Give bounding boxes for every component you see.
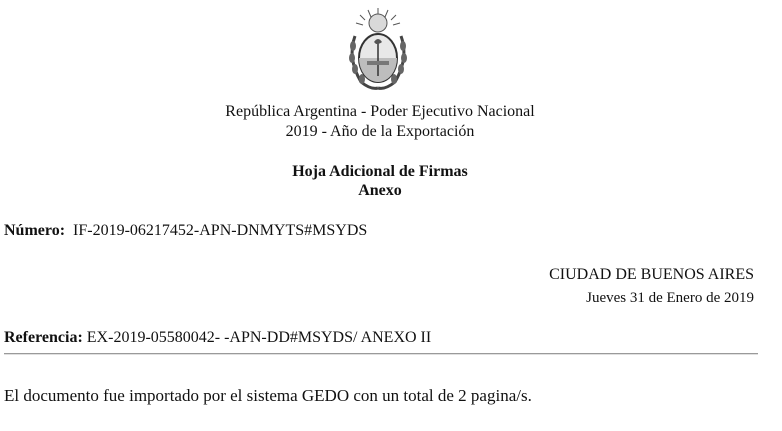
divider <box>4 353 758 355</box>
referencia-value: EX-2019-05580042- -APN-DD#MSYDS/ ANEXO II <box>86 329 432 346</box>
referencia-row <box>4 328 431 348</box>
header-line-2: 2019 - Año de la Exportación <box>285 123 475 140</box>
numero-value: IF-2019-06217452-APN-DNMYTS#MSYDS <box>73 222 368 239</box>
body-text: El documento fue importado por el sistema GEDO con un total de 2 pagina/s. <box>4 386 532 405</box>
document-subtitle: Anexo <box>358 182 402 199</box>
document-title: Hoja Adicional de Firmas <box>292 163 468 180</box>
argentina-coat-of-arms-icon <box>343 6 413 94</box>
referencia-label: Referencia: <box>4 329 83 346</box>
date: Jueves 31 de Enero de 2019 <box>586 290 754 306</box>
numero-row <box>4 221 367 241</box>
city: CIUDAD DE BUENOS AIRES <box>549 266 754 283</box>
numero-label: Número: <box>4 222 66 239</box>
header-line-1: República Argentina - Poder Ejecutivo Nacional <box>225 103 535 120</box>
